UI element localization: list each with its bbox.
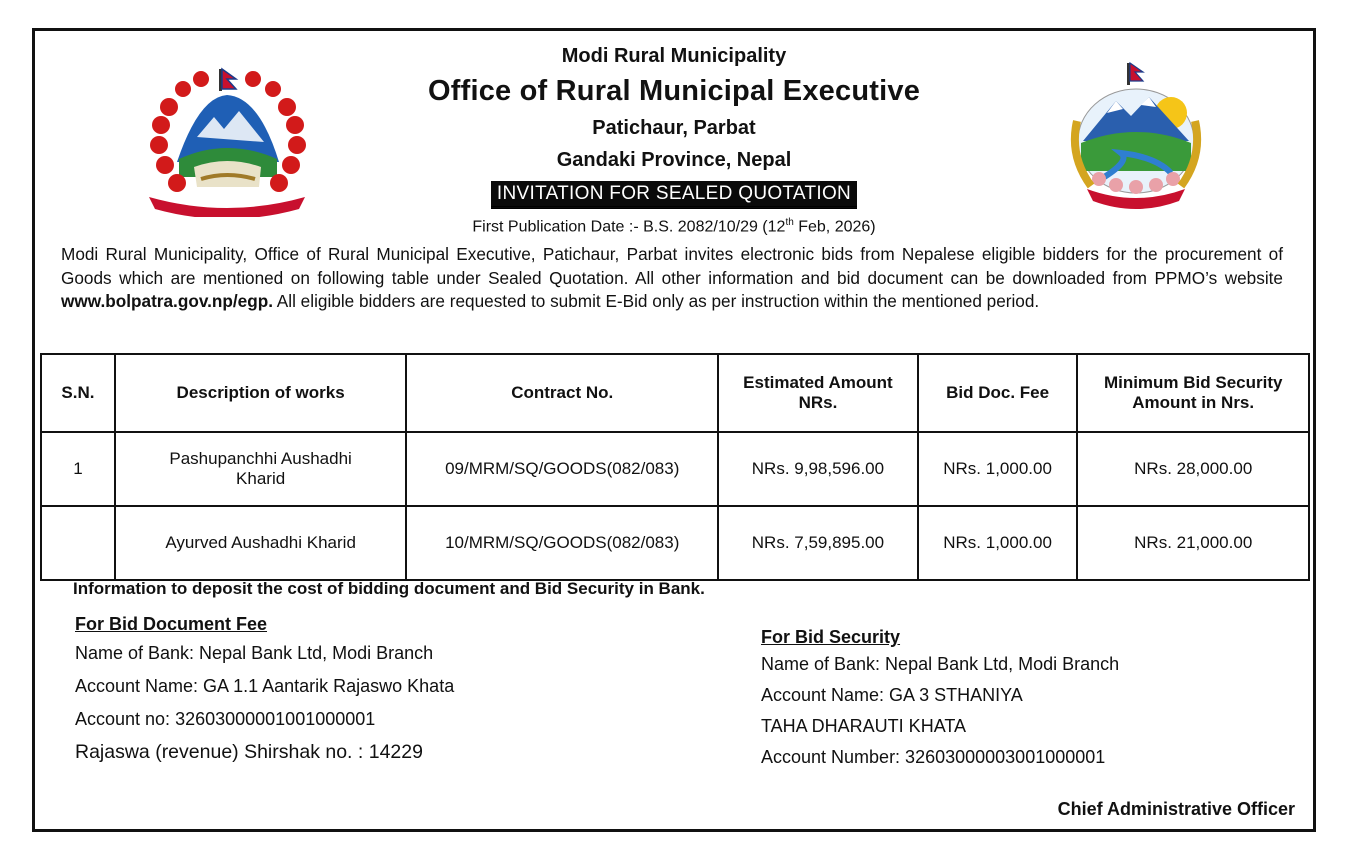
col-header-estimated-amount: Estimated Amount NRs. — [718, 354, 918, 432]
doc-fee-heading: For Bid Document Fee — [75, 614, 268, 634]
office-location: Patichaur, Parbat — [592, 117, 756, 139]
notice-document — [32, 28, 1316, 832]
publication-date-suffix: Feb, 2026) — [793, 218, 876, 236]
doc-fee-account-name: Account Name: GA 1.1 Aantarik Rajaswo Khata — [75, 676, 455, 696]
cell-sn: 1 — [41, 432, 115, 506]
col-header-bid-doc-fee: Bid Doc. Fee — [918, 354, 1078, 432]
bid-security-bank: Name of Bank: Nepal Bank Ltd, Modi Branch — [761, 654, 1120, 674]
ppmo-website-link[interactable]: www.bolpatra.gov.np/egp. — [61, 291, 273, 311]
notice-title: INVITATION FOR SEALED QUOTATION — [491, 181, 857, 209]
table-row — [41, 506, 1309, 580]
bid-security-account-name-cont: TAHA DHARAUTI KHATA — [761, 716, 967, 736]
office-name: Office of Rural Municipal Executive — [427, 75, 921, 107]
cell-description: Pashupanchhi Aushadhi Kharid — [115, 432, 406, 506]
doc-fee-section — [75, 611, 454, 769]
intro-text-2: All eligible bidders are requested to submit E-Bid only as per instruction within the mentioned period. — [272, 291, 1040, 311]
table-header-row — [41, 354, 1309, 432]
bid-security-heading: For Bid Security — [761, 627, 901, 647]
municipality-name: Modi Rural Municipality — [561, 45, 787, 67]
cell-bid-doc-fee: NRs. 1,000.00 — [918, 432, 1078, 506]
bid-security-account-no: Account Number: 32603000003001000001 — [761, 747, 1106, 767]
col-header-contract-no: Contract No. — [406, 354, 718, 432]
bid-table — [40, 353, 1310, 581]
publication-date-sup: th — [785, 217, 794, 228]
cell-description: Ayurved Aushadhi Kharid — [115, 506, 406, 580]
col-header-sn: S.N. — [41, 354, 115, 432]
cell-min-bid-security: NRs. 28,000.00 — [1077, 432, 1309, 506]
intro-paragraph — [61, 243, 1283, 314]
doc-fee-account-no: Account no: 32603000001001000001 — [75, 709, 376, 729]
col-header-min-bid-security: Minimum Bid Security Amount in Nrs. — [1077, 354, 1309, 432]
cell-contract-no: 09/MRM/SQ/GOODS(082/083) — [406, 432, 718, 506]
publication-date — [35, 217, 1313, 236]
doc-fee-revenue-heading-no: Rajaswa (revenue) Shirshak no. : 14229 — [75, 741, 423, 763]
bank-info-title: Information to deposit the cost of bidding document and Bid Security in Bank. — [73, 579, 705, 598]
cell-min-bid-security: NRs. 21,000.00 — [1077, 506, 1309, 580]
cell-estimated-amount: NRs. 9,98,596.00 — [718, 432, 918, 506]
table-row — [41, 432, 1309, 506]
bid-security-section — [761, 625, 1119, 773]
cell-sn — [41, 506, 115, 580]
bid-security-account-name: Account Name: GA 3 STHANIYA — [761, 685, 1023, 705]
doc-fee-bank: Name of Bank: Nepal Bank Ltd, Modi Branch — [75, 643, 434, 663]
intro-text-1: Modi Rural Municipality, Office of Rural Municipal Executive, Patichaur, Parbat invites electronic bids from Nepalese eligible bidders for the procurement of Goods which are mentioned on following table under Sealed Quotation. All other information and bid document can be downloaded from PPMO’s website — [61, 244, 1283, 288]
cell-contract-no: 10/MRM/SQ/GOODS(082/083) — [406, 506, 718, 580]
notice-title-wrap — [35, 181, 1313, 209]
office-province: Gandaki Province, Nepal — [556, 149, 792, 171]
signatory: Chief Administrative Officer — [1057, 799, 1295, 819]
publication-date-prefix: First Publication Date :- B.S. 2082/10/29 (12 — [472, 218, 786, 236]
cell-bid-doc-fee: NRs. 1,000.00 — [918, 506, 1078, 580]
cell-estimated-amount: NRs. 7,59,895.00 — [718, 506, 918, 580]
col-header-description: Description of works — [115, 354, 406, 432]
